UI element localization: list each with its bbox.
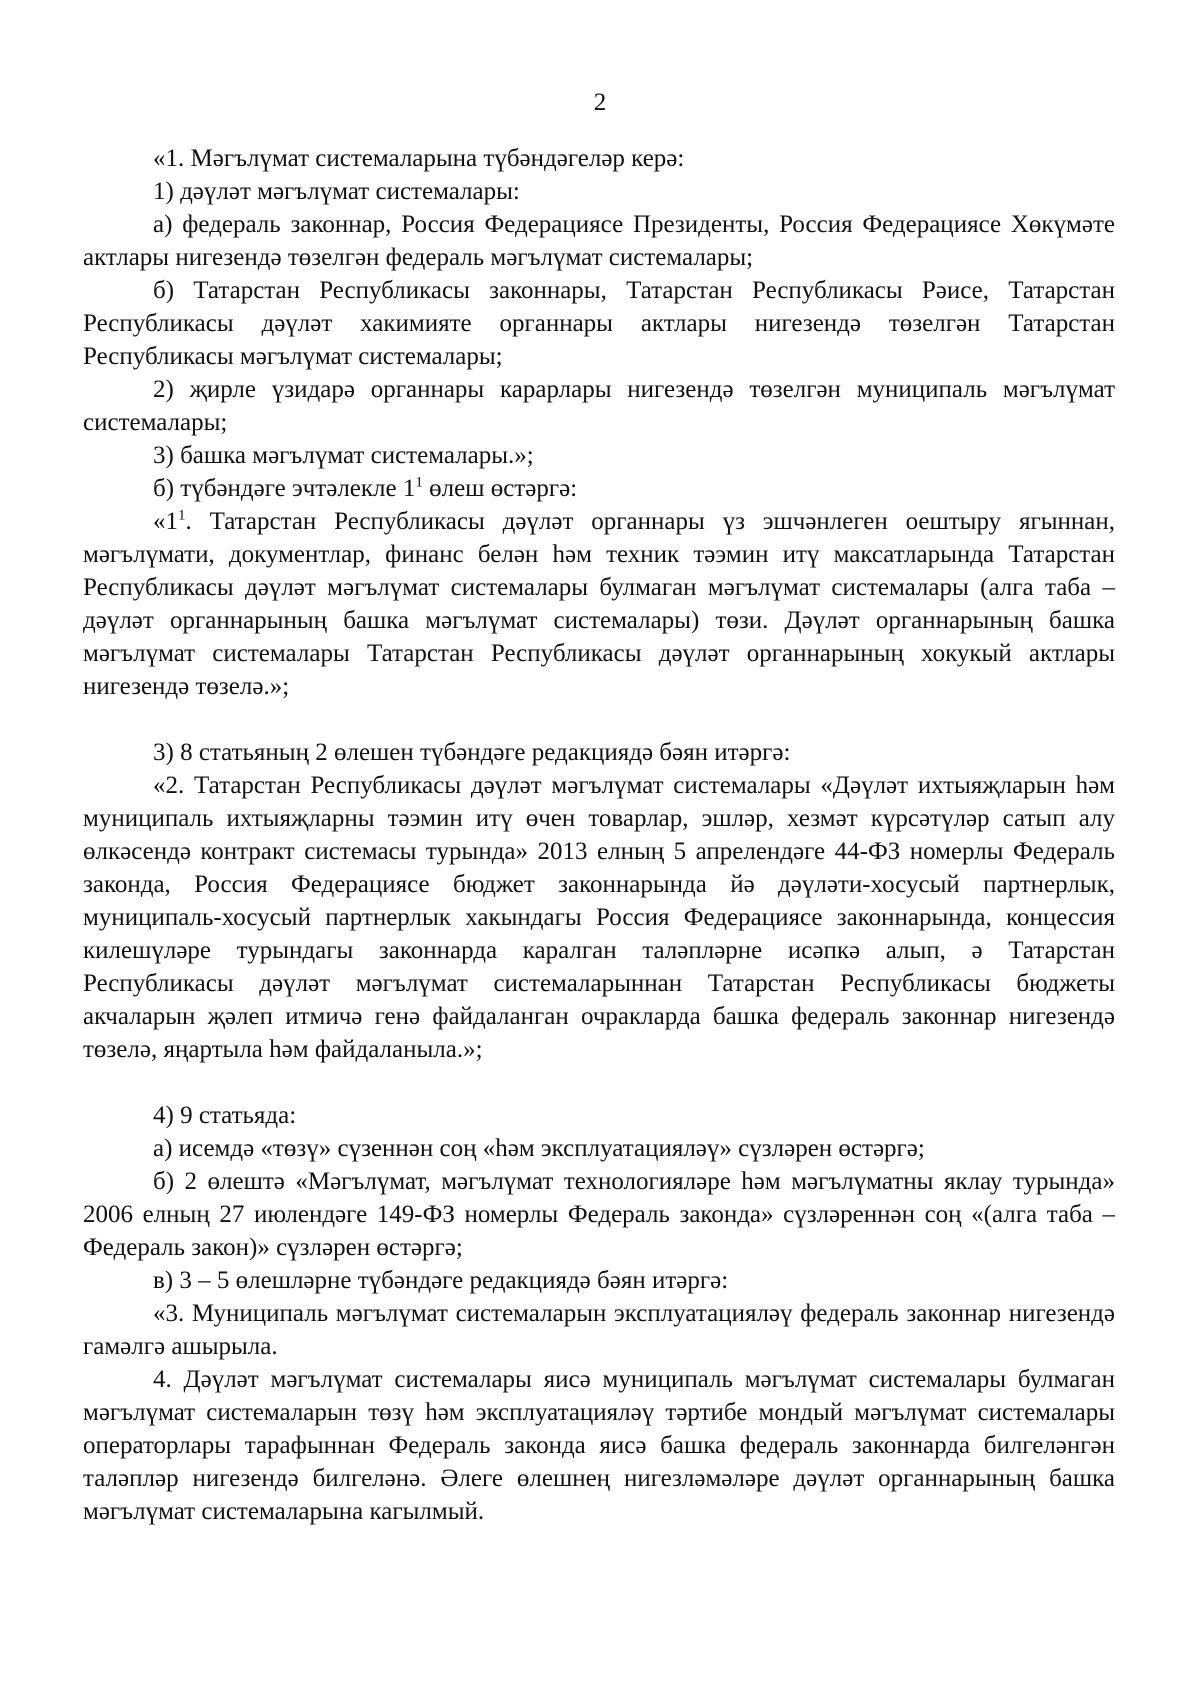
page-number: 2	[593, 89, 607, 116]
paragraph-text: . Татарстан Республикасы дәүләт органнары үз эшчәнлеген оештыру ягыннан, мәгълүмати, документлар, финанс белән һәм техник тәэмин итү максатларында Татарстан Республикасы дәүләт мәгълүмат системалары булмаган мәгълүмат системалары (алга таба – дәүләт органнарының башка мәгълүмат системалары) төзи. Дәүләт органнарының башка мәгълүмат системалары Татарстан Республикасы дәүләт органнарының хокукый актлары нигезендә төзелә.»;	[83, 508, 1115, 700]
paragraph: «2. Татарстан Республикасы дәүләт мәгълүмат системалары «Дәүләт ихтыяҗларын һәм муниципаль ихтыяҗларны тәэмин итү өчен товарлар, эшләр, хезмәт күрсәтүләр сатып алу өлкәсендә контракт системасы турында» 2013 елның 5 апрелендәге 44-ФЗ номерлы Федераль законда, Россия Федерациясе бюджет законнарында йә дәүләти-хосусый партнерлык, муниципаль-хосусый партнерлык хакындагы Россия Федерациясе законнарында, концессия килешүләре турындагы законнарда каралган таләпләрне исәпкә алып, ә Татарстан Республикасы дәүләт мәгълүмат системаларыннан Татарстан Республикасы бюджеты акчаларын җәлеп итмичә генә файдаланган очракларда башка федераль законнар нигезендә төзелә, яңартыла һәм файдаланыла.»;	[83, 772, 1115, 1063]
paragraph: а) исемдә «төзү» сүзеннән соң «һәм эксплуатацияләү» сүзләрен өстәргә;	[153, 1135, 925, 1162]
paragraph: в) 3 – 5 өлешләрне түбәндәге редакциядә бәян итәргә:	[153, 1267, 729, 1294]
paragraph-text: өлеш өстәргә:	[422, 475, 578, 502]
paragraph: 3) 8 статьяның 2 өлешен түбәндәге редакциядә бәян итәргә:	[153, 739, 791, 766]
paragraph-text: б) түбәндәге эчтәлекле 1	[153, 475, 416, 502]
document-body	[83, 142, 1115, 1528]
paragraph	[83, 472, 1115, 505]
paragraph	[83, 505, 1115, 703]
paragraph: 3) башка мәгълүмат системалары.»;	[153, 442, 534, 469]
paragraph: а) федераль законнар, Россия Федерациясе Президенты, Россия Федерациясе Хөкүмәте актлары нигезендә төзелгән федераль мәгълүмат системалары;	[83, 211, 1115, 271]
paragraph: 2) җирле үзидарә органнары карарлары нигезендә төзелгән муниципаль мәгълүмат системалары;	[83, 376, 1115, 436]
paragraph: 1) дәүләт мәгълүмат системалары:	[153, 178, 520, 205]
superscript: 1	[415, 474, 423, 491]
superscript: 1	[178, 507, 186, 524]
paragraph: б) Татарстан Республикасы законнары, Татарстан Республикасы Рәисе, Татарстан Республикасы дәүләт хакимияте органнары актлары нигезендә төзелгән Татарстан Республикасы мәгълүмат системалары;	[83, 277, 1115, 370]
paragraph-text: «1	[153, 508, 178, 535]
paragraph: б) 2 өлештә «Мәгълүмат, мәгълүмат технологияләре һәм мәгълүматны яклау турында» 2006 елның 27 июлендәге 149-ФЗ номерлы Федераль законда» сүзләреннән соң «(алга таба – Федераль закон)» сүзләрен өстәргә;	[83, 1168, 1115, 1261]
paragraph: «1. Мәгълүмат системаларына түбәндәгеләр керә:	[153, 145, 685, 172]
paragraph: 4. Дәүләт мәгълүмат системалары яисә муниципаль мәгълүмат системалары булмаган мәгълүмат системаларын төзү һәм эксплуатацияләү тәртибе мондый мәгълүмат системалары операторлары тарафыннан Федераль законда яисә башка федераль законнарда билгеләнгән таләпләр нигезендә билгеләнә. Әлеге өлешнең нигезләмәләре дәүләт органнарының башка мәгълүмат системаларына кагылмый.	[83, 1366, 1115, 1525]
paragraph: «3. Муниципаль мәгълүмат системаларын эксплуатацияләү федераль законнар нигезендә гамәлгә ашырыла.	[83, 1300, 1115, 1360]
paragraph: 4) 9 статьяда:	[153, 1102, 297, 1129]
